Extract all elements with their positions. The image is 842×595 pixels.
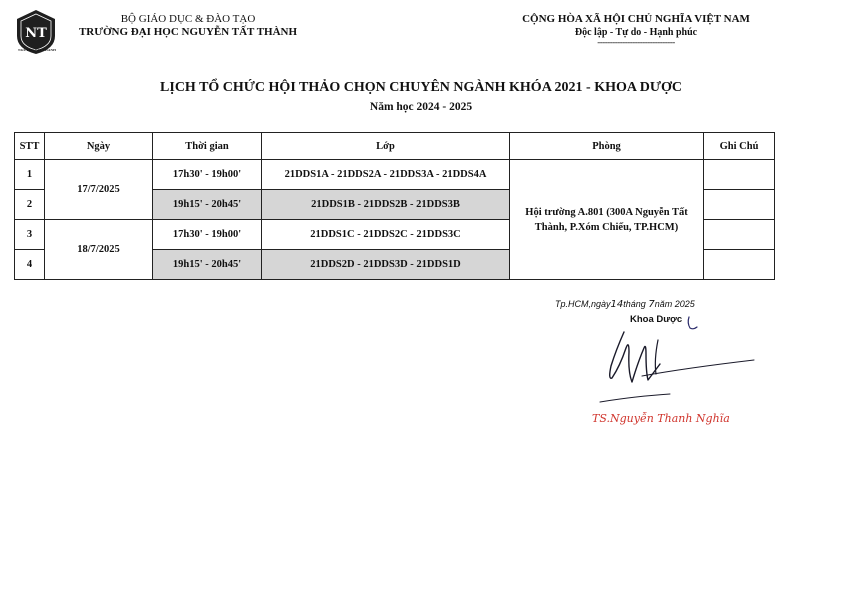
date-month-label: tháng <box>623 299 646 309</box>
row-time: 17h30' - 19h00' <box>153 160 262 190</box>
row-room: Hội trường A.801 (300A Nguyễn Tất Thành, P.Xóm Chiếu, TP.HCM) <box>510 160 704 280</box>
row-stt: 1 <box>15 160 45 190</box>
row-stt: 4 <box>15 250 45 280</box>
row-class: 21DDS2D - 21DDS3D - 21DDS1D <box>262 250 510 280</box>
signer-name: TS.Nguyễn Thanh Nghĩa <box>592 412 730 425</box>
logo-caption: NGUYEN TAT THANH <box>18 48 56 52</box>
university-name: TRƯỜNG ĐẠI HỌC NGUYỄN TẤT THÀNH <box>78 26 298 38</box>
signature-date-line <box>555 299 755 310</box>
date-place-prefix: Tp.HCM,ngày <box>555 299 611 309</box>
date-year-label: năm 2025 <box>654 299 695 309</box>
header-room: Phòng <box>510 133 704 160</box>
header-stt: STT <box>15 133 45 160</box>
date-month: 7 <box>648 299 655 310</box>
row-note <box>704 190 775 220</box>
ministry-name: BỘ GIÁO DỤC & ĐÀO TẠO <box>120 13 256 25</box>
row-time: 19h15' - 20h45' <box>153 190 262 220</box>
row-date: 17/7/2025 <box>45 160 153 220</box>
header-left <box>68 13 308 39</box>
header-date: Ngày <box>45 133 153 160</box>
signature-department: Khoa Dược <box>630 314 683 325</box>
date-day: 14 <box>610 299 624 310</box>
header-note: Ghi Chú <box>704 133 775 160</box>
header-right <box>500 13 772 46</box>
row-time: 19h15' - 20h45' <box>153 250 262 280</box>
row-class: 21DDS1A - 21DDS2A - 21DDS3A - 21DDS4A <box>262 160 510 190</box>
row-stt: 3 <box>15 220 45 250</box>
schedule-table <box>14 132 775 280</box>
row-note <box>704 160 775 190</box>
academic-year: Năm học 2024 - 2025 <box>369 101 473 113</box>
row-note <box>704 250 775 280</box>
motto-underline: ------------------------------- <box>597 37 675 47</box>
row-time: 17h30' - 19h00' <box>153 220 262 250</box>
row-stt: 2 <box>15 190 45 220</box>
country-name: CỘNG HÒA XÃ HỘI CHỦ NGHĨA VIỆT NAM <box>522 13 750 25</box>
country-motto: Độc lập - Tự do - Hạnh phúc <box>574 27 698 38</box>
document-title: LỊCH TỔ CHỨC HỘI THẢO CHỌN CHUYÊN NGÀNH KHÓA 2021 - KHOA DƯỢC <box>160 80 682 95</box>
svg-text:NT: NT <box>25 26 47 41</box>
table-row <box>15 160 775 190</box>
row-class: 21DDS1B - 21DDS2B - 21DDS3B <box>262 190 510 220</box>
row-note <box>704 220 775 250</box>
row-date: 18/7/2025 <box>45 220 153 280</box>
table-header-row <box>15 133 775 160</box>
header-class: Lớp <box>262 133 510 160</box>
signature-icon <box>598 328 758 410</box>
row-class: 21DDS1C - 21DDS2C - 21DDS3C <box>262 220 510 250</box>
header-time: Thời gian <box>153 133 262 160</box>
